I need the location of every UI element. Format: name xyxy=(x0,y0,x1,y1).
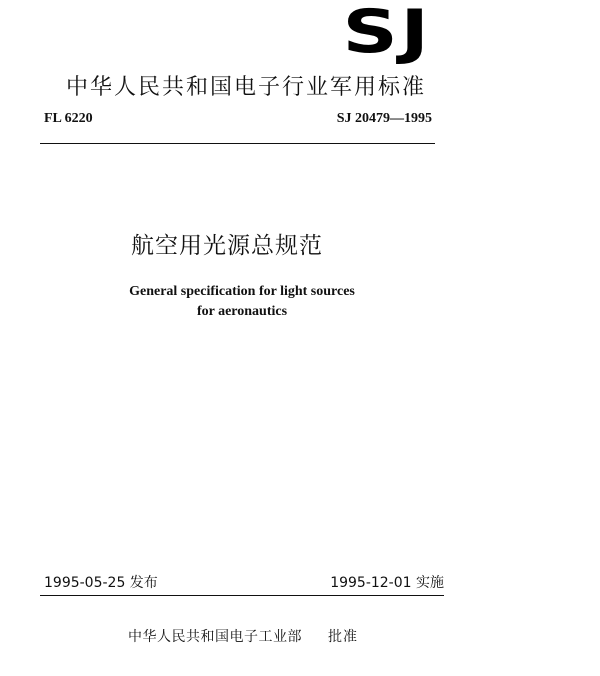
issuing-authority: 中华人民共和国电子工业部 xyxy=(128,629,302,645)
document-title-en xyxy=(0,282,484,322)
sj-logo: SJ xyxy=(342,0,432,67)
footer-divider xyxy=(40,595,444,596)
issue-date: 1995-05-25 发布 xyxy=(44,575,158,591)
standard-category-heading: 中华人民共和国电子行业军用标准 xyxy=(65,75,426,100)
classification-code: FL 6220 xyxy=(44,111,93,126)
header-divider xyxy=(40,143,435,144)
standard-number: SJ 20479—1995 xyxy=(336,111,432,126)
document-title-zh: 航空用光源总规范 xyxy=(131,233,323,259)
implementation-date: 1995-12-01 实施 xyxy=(330,575,444,591)
approval-label: 批准 xyxy=(328,629,358,645)
document-title-en-line1: General specification for light sources xyxy=(129,284,355,299)
document-title-en-line2: for aeronautics xyxy=(196,304,288,319)
